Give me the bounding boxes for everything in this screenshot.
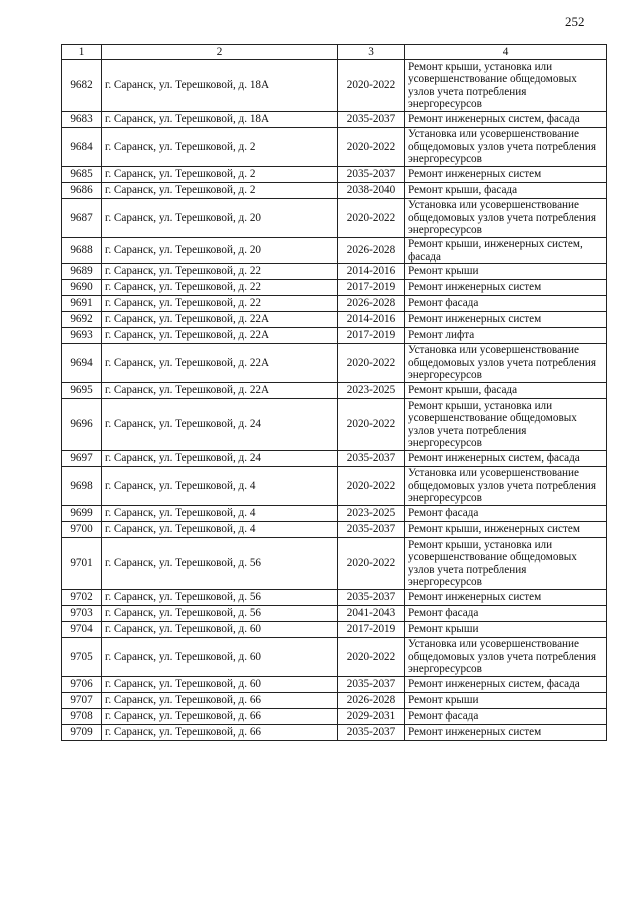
work-type-cell: Ремонт фасада <box>405 709 607 725</box>
address-cell: г. Саранск, ул. Терешковой, д. 4 <box>102 506 338 522</box>
row-number-cell: 9683 <box>62 112 102 128</box>
table-row <box>62 638 607 677</box>
work-type-cell: Ремонт крыши, установка или усовершенствование общедомовых узлов учета потребления энергоресурсов <box>405 399 607 451</box>
table-row <box>62 112 607 128</box>
work-type-cell: Ремонт крыши, фасада <box>405 383 607 399</box>
address-cell: г. Саранск, ул. Терешковой, д. 18А <box>102 60 338 112</box>
period-cell: 2020-2022 <box>338 60 405 112</box>
table-row <box>62 451 607 467</box>
address-cell: г. Саранск, ул. Терешковой, д. 4 <box>102 467 338 506</box>
table-row <box>62 128 607 167</box>
work-type-cell: Ремонт инженерных систем <box>405 280 607 296</box>
period-cell: 2026-2028 <box>338 693 405 709</box>
address-cell: г. Саранск, ул. Терешковой, д. 2 <box>102 128 338 167</box>
address-cell: г. Саранск, ул. Терешковой, д. 18А <box>102 112 338 128</box>
period-cell: 2014-2016 <box>338 264 405 280</box>
period-cell: 2020-2022 <box>338 128 405 167</box>
address-cell: г. Саранск, ул. Терешковой, д. 20 <box>102 199 338 238</box>
address-cell: г. Саранск, ул. Терешковой, д. 2 <box>102 183 338 199</box>
work-type-cell: Установка или усовершенствование общедомовых узлов учета потребления энергоресурсов <box>405 344 607 383</box>
period-cell: 2020-2022 <box>338 638 405 677</box>
work-type-cell: Ремонт крыши <box>405 693 607 709</box>
table-row <box>62 709 607 725</box>
row-number-cell: 9703 <box>62 606 102 622</box>
table-row <box>62 522 607 538</box>
table-row <box>62 238 607 264</box>
period-cell: 2017-2019 <box>338 328 405 344</box>
period-cell: 2035-2037 <box>338 590 405 606</box>
column-header-2: 2 <box>102 45 338 60</box>
work-type-cell: Ремонт инженерных систем <box>405 590 607 606</box>
column-header-1: 1 <box>62 45 102 60</box>
address-cell: г. Саранск, ул. Терешковой, д. 60 <box>102 622 338 638</box>
work-type-cell: Ремонт крыши, установка или усовершенствование общедомовых узлов учета потребления энергоресурсов <box>405 60 607 112</box>
work-type-cell: Ремонт лифта <box>405 328 607 344</box>
table-row <box>62 60 607 112</box>
work-type-cell: Ремонт крыши, инженерных систем, фасада <box>405 238 607 264</box>
work-type-cell: Ремонт инженерных систем, фасада <box>405 451 607 467</box>
work-type-cell: Ремонт крыши <box>405 622 607 638</box>
row-number-cell: 9707 <box>62 693 102 709</box>
row-number-cell: 9686 <box>62 183 102 199</box>
row-number-cell: 9689 <box>62 264 102 280</box>
row-number-cell: 9690 <box>62 280 102 296</box>
row-number-cell: 9700 <box>62 522 102 538</box>
period-cell: 2029-2031 <box>338 709 405 725</box>
address-cell: г. Саранск, ул. Терешковой, д. 22 <box>102 296 338 312</box>
work-type-cell: Установка или усовершенствование общедомовых узлов учета потребления энергоресурсов <box>405 467 607 506</box>
row-number-cell: 9697 <box>62 451 102 467</box>
row-number-cell: 9693 <box>62 328 102 344</box>
address-cell: г. Саранск, ул. Терешковой, д. 24 <box>102 451 338 467</box>
page-number: 252 <box>565 14 585 29</box>
address-cell: г. Саранск, ул. Терешковой, д. 24 <box>102 399 338 451</box>
column-header-4: 4 <box>405 45 607 60</box>
table-row <box>62 590 607 606</box>
row-number-cell: 9701 <box>62 538 102 590</box>
row-number-cell: 9685 <box>62 167 102 183</box>
work-type-cell: Ремонт крыши, установка или усовершенствование общедомовых узлов учета потребления энергоресурсов <box>405 538 607 590</box>
address-cell: г. Саранск, ул. Терешковой, д. 56 <box>102 606 338 622</box>
address-cell: г. Саранск, ул. Терешковой, д. 22А <box>102 383 338 399</box>
address-cell: г. Саранск, ул. Терешковой, д. 60 <box>102 638 338 677</box>
period-cell: 2035-2037 <box>338 451 405 467</box>
address-cell: г. Саранск, ул. Терешковой, д. 22А <box>102 328 338 344</box>
work-type-cell: Установка или усовершенствование общедомовых узлов учета потребления энергоресурсов <box>405 128 607 167</box>
work-type-cell: Ремонт инженерных систем, фасада <box>405 112 607 128</box>
table-row <box>62 328 607 344</box>
address-cell: г. Саранск, ул. Терешковой, д. 22А <box>102 312 338 328</box>
address-cell: г. Саранск, ул. Терешковой, д. 56 <box>102 590 338 606</box>
row-number-cell: 9706 <box>62 677 102 693</box>
period-cell: 2017-2019 <box>338 622 405 638</box>
row-number-cell: 9694 <box>62 344 102 383</box>
row-number-cell: 9708 <box>62 709 102 725</box>
table-row <box>62 312 607 328</box>
work-type-cell: Установка или усовершенствование общедомовых узлов учета потребления энергоресурсов <box>405 638 607 677</box>
row-number-cell: 9687 <box>62 199 102 238</box>
period-cell: 2035-2037 <box>338 112 405 128</box>
period-cell: 2020-2022 <box>338 399 405 451</box>
table-row <box>62 280 607 296</box>
work-type-cell: Ремонт фасада <box>405 606 607 622</box>
work-type-cell: Ремонт крыши, фасада <box>405 183 607 199</box>
table-row <box>62 506 607 522</box>
period-cell: 2038-2040 <box>338 183 405 199</box>
period-cell: 2035-2037 <box>338 677 405 693</box>
work-type-cell: Ремонт фасада <box>405 506 607 522</box>
address-cell: г. Саранск, ул. Терешковой, д. 22 <box>102 280 338 296</box>
row-number-cell: 9698 <box>62 467 102 506</box>
address-cell: г. Саранск, ул. Терешковой, д. 20 <box>102 238 338 264</box>
period-cell: 2023-2025 <box>338 506 405 522</box>
work-type-cell: Ремонт инженерных систем <box>405 167 607 183</box>
header-row <box>62 45 607 60</box>
period-cell: 2020-2022 <box>338 344 405 383</box>
table-row <box>62 199 607 238</box>
table-row <box>62 296 607 312</box>
period-cell: 2026-2028 <box>338 238 405 264</box>
work-type-cell: Ремонт крыши <box>405 264 607 280</box>
period-cell: 2020-2022 <box>338 199 405 238</box>
period-cell: 2026-2028 <box>338 296 405 312</box>
period-cell: 2041-2043 <box>338 606 405 622</box>
table-header <box>62 45 607 60</box>
row-number-cell: 9705 <box>62 638 102 677</box>
address-cell: г. Саранск, ул. Терешковой, д. 56 <box>102 538 338 590</box>
row-number-cell: 9695 <box>62 383 102 399</box>
row-number-cell: 9696 <box>62 399 102 451</box>
period-cell: 2020-2022 <box>338 538 405 590</box>
row-number-cell: 9702 <box>62 590 102 606</box>
row-number-cell: 9688 <box>62 238 102 264</box>
row-number-cell: 9682 <box>62 60 102 112</box>
work-type-cell: Ремонт фасада <box>405 296 607 312</box>
address-cell: г. Саранск, ул. Терешковой, д. 66 <box>102 725 338 741</box>
table-row <box>62 467 607 506</box>
address-cell: г. Саранск, ул. Терешковой, д. 2 <box>102 167 338 183</box>
period-cell: 2023-2025 <box>338 383 405 399</box>
address-cell: г. Саранск, ул. Терешковой, д. 66 <box>102 709 338 725</box>
row-number-cell: 9692 <box>62 312 102 328</box>
work-type-cell: Ремонт крыши, инженерных систем <box>405 522 607 538</box>
work-type-cell: Ремонт инженерных систем, фасада <box>405 677 607 693</box>
table-row <box>62 677 607 693</box>
address-cell: г. Саранск, ул. Терешковой, д. 60 <box>102 677 338 693</box>
row-number-cell: 9684 <box>62 128 102 167</box>
period-cell: 2017-2019 <box>338 280 405 296</box>
table-row <box>62 167 607 183</box>
table-row <box>62 606 607 622</box>
work-type-cell: Ремонт инженерных систем <box>405 725 607 741</box>
table-row <box>62 344 607 383</box>
work-type-cell: Ремонт инженерных систем <box>405 312 607 328</box>
address-cell: г. Саранск, ул. Терешковой, д. 22 <box>102 264 338 280</box>
address-cell: г. Саранск, ул. Терешковой, д. 22А <box>102 344 338 383</box>
table-row <box>62 264 607 280</box>
table-row <box>62 383 607 399</box>
row-number-cell: 9704 <box>62 622 102 638</box>
period-cell: 2014-2016 <box>338 312 405 328</box>
repair-schedule-table <box>61 44 607 741</box>
row-number-cell: 9709 <box>62 725 102 741</box>
table-row <box>62 622 607 638</box>
table-body <box>62 60 607 741</box>
work-type-cell: Установка или усовершенствование общедомовых узлов учета потребления энергоресурсов <box>405 199 607 238</box>
table-row <box>62 693 607 709</box>
table-row <box>62 399 607 451</box>
column-header-3: 3 <box>338 45 405 60</box>
row-number-cell: 9699 <box>62 506 102 522</box>
period-cell: 2035-2037 <box>338 167 405 183</box>
table-row <box>62 538 607 590</box>
address-cell: г. Саранск, ул. Терешковой, д. 4 <box>102 522 338 538</box>
table-row <box>62 725 607 741</box>
period-cell: 2035-2037 <box>338 522 405 538</box>
period-cell: 2020-2022 <box>338 467 405 506</box>
address-cell: г. Саранск, ул. Терешковой, д. 66 <box>102 693 338 709</box>
row-number-cell: 9691 <box>62 296 102 312</box>
period-cell: 2035-2037 <box>338 725 405 741</box>
table-row <box>62 183 607 199</box>
